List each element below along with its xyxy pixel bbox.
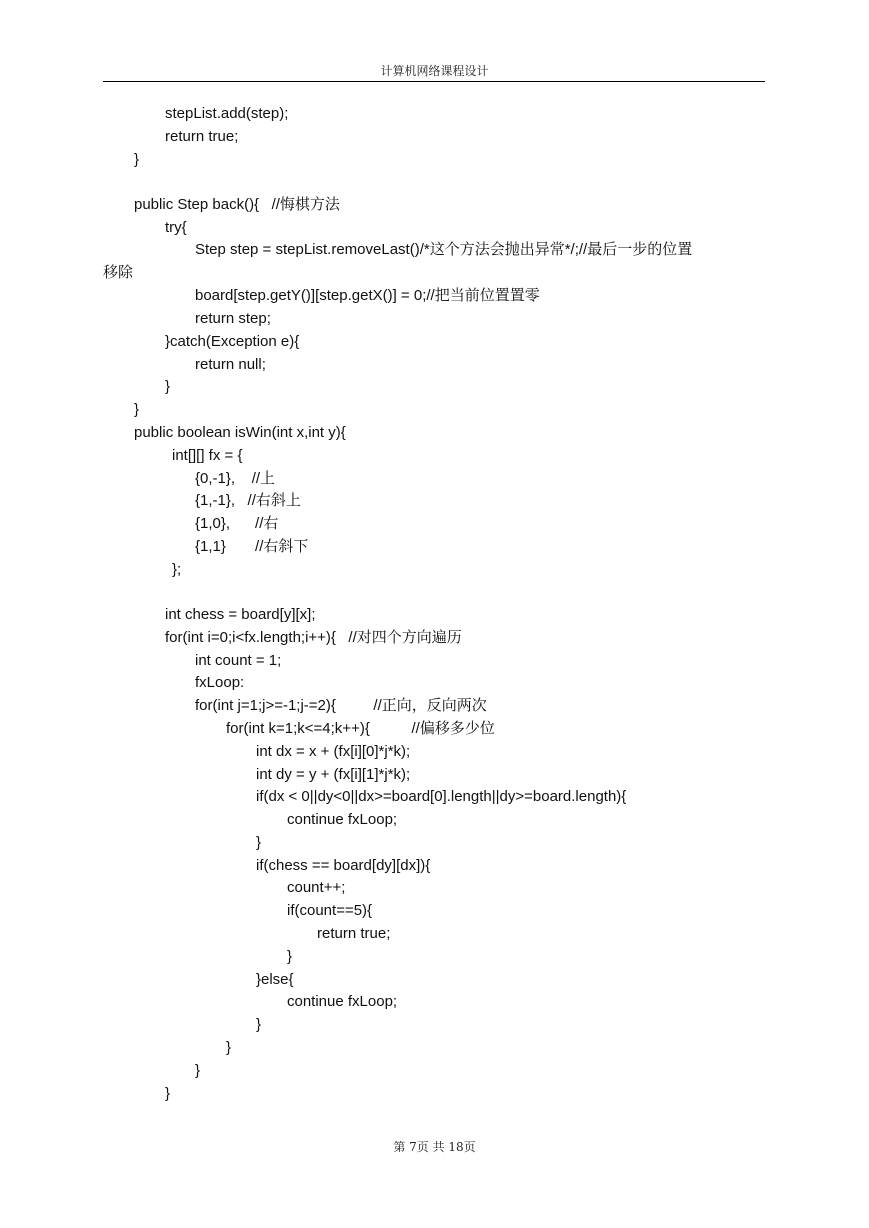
code-line: {0,-1}, //上 bbox=[195, 470, 276, 487]
code-line: 移除 bbox=[103, 264, 134, 281]
code-line: } bbox=[287, 948, 293, 965]
code-line: {1,0}, //右 bbox=[195, 515, 279, 532]
code-line: }; bbox=[172, 561, 182, 578]
code-line: for(int j=1;j>=-1;j-=2){ //正向，反向两次 bbox=[195, 697, 487, 714]
code-line: Step step = stepList.removeLast()/*这个方法会抛出异常*/;//最后一步的位置 bbox=[195, 241, 693, 258]
code-line: return true; bbox=[317, 925, 391, 942]
code-line: } bbox=[134, 151, 140, 168]
code-line: stepList.add(step); bbox=[165, 105, 289, 122]
code-line: count++; bbox=[287, 879, 346, 896]
code-line: int dy = y + (fx[i][1]*j*k); bbox=[256, 766, 411, 783]
code-line: if(chess == board[dy][dx]){ bbox=[256, 857, 431, 874]
code-line: int chess = board[y][x]; bbox=[165, 606, 316, 623]
code-line: board[step.getY()][step.getX()] = 0;//把当前位置置零 bbox=[195, 287, 540, 304]
code-line: } bbox=[256, 1016, 262, 1033]
code-line: } bbox=[165, 378, 171, 395]
code-line: {1,1} //右斜下 bbox=[195, 538, 309, 555]
code-line: for(int k=1;k<=4;k++){ //偏移多少位 bbox=[226, 720, 495, 737]
page-footer-number: 第 7页 共 18页 bbox=[393, 1140, 476, 1154]
code-line: for(int i=0;i<fx.length;i++){ //对四个方向遍历 bbox=[165, 629, 462, 646]
code-line: continue fxLoop; bbox=[287, 811, 398, 828]
code-line: int dx = x + (fx[i][0]*j*k); bbox=[256, 743, 411, 760]
code-line: } bbox=[195, 1062, 201, 1079]
code-line: public boolean isWin(int x,int y){ bbox=[134, 424, 346, 441]
code-line: return step; bbox=[195, 310, 271, 327]
code-line: } bbox=[134, 401, 140, 418]
code-line: } bbox=[165, 1085, 171, 1102]
code-line: if(dx < 0||dy<0||dx>=board[0].length||dy>=board.length){ bbox=[256, 788, 627, 805]
code-line: public Step back(){ //悔棋方法 bbox=[134, 196, 340, 213]
code-line: if(count==5){ bbox=[287, 902, 373, 919]
code-line: }catch(Exception e){ bbox=[165, 333, 300, 350]
code-line: int count = 1; bbox=[195, 652, 282, 669]
code-line: try{ bbox=[165, 219, 187, 236]
code-line: } bbox=[226, 1039, 232, 1056]
code-line: }else{ bbox=[256, 971, 294, 988]
code-line: return true; bbox=[165, 128, 239, 145]
code-line: } bbox=[256, 834, 262, 851]
code-line: return null; bbox=[195, 356, 266, 373]
code-line: {1,-1}, //右斜上 bbox=[195, 492, 301, 509]
code-line: continue fxLoop; bbox=[287, 993, 398, 1010]
code-line: fxLoop: bbox=[195, 674, 245, 691]
page-header-title: 计算机网络课程设计 bbox=[380, 64, 489, 78]
header-divider bbox=[103, 81, 765, 82]
code-line: int[][] fx = { bbox=[172, 447, 243, 464]
